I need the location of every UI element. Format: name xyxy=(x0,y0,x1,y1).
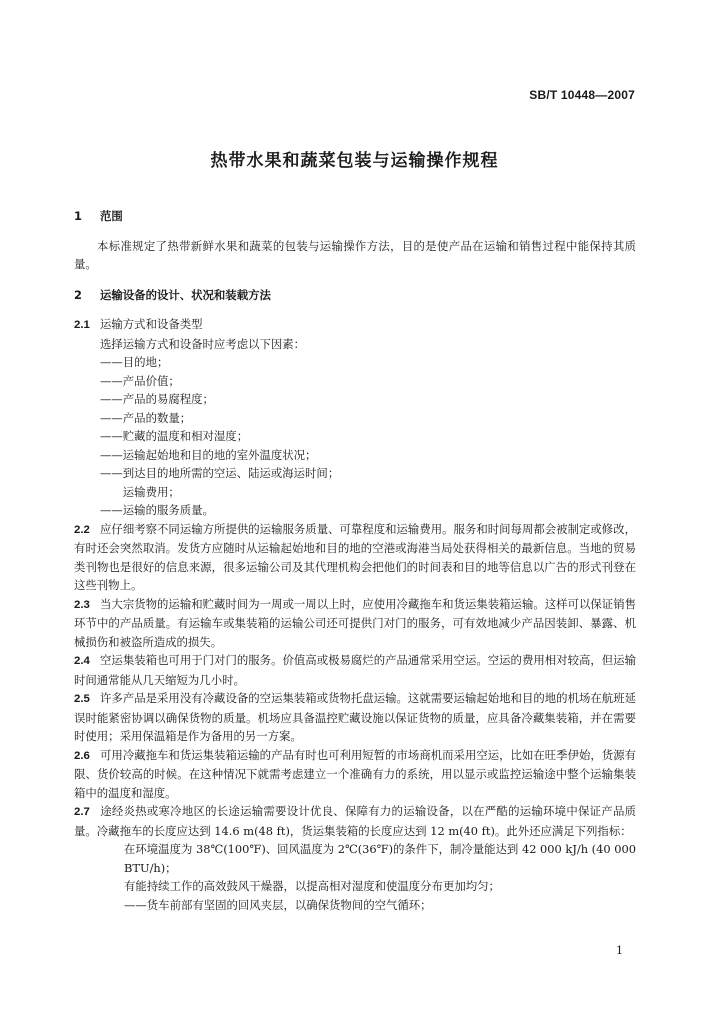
clause-2-4-text: 空运集装箱也可用于门对门的服务。价值高或极易腐烂的产品通常采用空运。空运的费用相对较高，但运输时间通常能从几天缩短为几小时。 xyxy=(74,653,636,687)
list-item: ——目的地； xyxy=(100,355,169,369)
standard-code: SB/T 10448—2007 xyxy=(529,88,635,102)
clause-2-3-text: 当大宗货物的运输和贮藏时间为一周或一周以上时，应使用冷藏拖车和货运集装箱运输。这样可以保证销售环节中的产品质量。有运输车或集装箱的运输公司还可提供门对门的服务，可有效地减少产品因装卸、暴露、机械损伤和被盗所造成的损失。 xyxy=(74,596,636,649)
document-body xyxy=(74,207,636,914)
clause-2-5 xyxy=(74,689,636,746)
list-item: ——运输的服务质量。 xyxy=(100,503,214,517)
clause-2-7-list xyxy=(74,840,636,914)
clause-2-7-number: 2.7 xyxy=(74,806,90,818)
section-2-1-list xyxy=(74,335,636,520)
list-item: 有能持续工作的高效鼓风干燥器，以提高相对湿度和使温度分布更加均匀； xyxy=(124,879,500,893)
section-2-heading xyxy=(74,286,636,305)
list-item: 在环境温度为 38℃(100℉)、回风温度为 2℃(36℉)的条件下，制冷量能达到 42 000 kJ/h (40 000 BTU/h)； xyxy=(124,842,636,875)
section-1-heading xyxy=(74,207,636,226)
section-2-1-number: 2.1 xyxy=(74,319,90,331)
section-1-title: 范围 xyxy=(100,209,123,223)
list-item: ——贮藏的温度和相对湿度； xyxy=(100,429,249,443)
section-2-number: 2 xyxy=(74,287,82,302)
clause-2-3-number: 2.3 xyxy=(74,598,90,611)
list-item: ——产品的数量； xyxy=(100,410,192,425)
document-title: 热带水果和蔬菜包装与运输操作规程 xyxy=(210,151,499,171)
page-number: 1 xyxy=(616,944,623,957)
list-item: ——产品价值； xyxy=(100,373,180,388)
clause-2-5-number: 2.5 xyxy=(74,693,90,705)
list-item: ——货车前部有坚固的回风夹层，以确保货物间的空气循环； xyxy=(124,897,432,912)
section-1-paragraph: 本标准规定了热带新鲜水果和蔬菜的包装与运输操作方法，目的是使产品在运输和销售过程中能保持其质量。 xyxy=(74,238,636,271)
section-2-1-title: 运输方式和设备类型 xyxy=(100,317,203,331)
clause-2-2 xyxy=(74,520,636,595)
clause-2-3 xyxy=(74,595,636,652)
list-item: ——产品的易腐程度； xyxy=(100,392,214,406)
clause-2-6 xyxy=(74,746,636,803)
clause-2-5-text: 许多产品是采用没有冷藏设备的空运集装箱或货物托盘运输。这就需要运输起始地和目的地的机场在航班延误时能紧密协调以确保货物的质量。机场应具备温控贮藏设施以保证货物的质量，应具备冷藏集装箱，并在需要时使用；采用保温箱是作为备用的另一方案。 xyxy=(74,691,636,743)
clause-2-6-text: 可用冷藏拖车和货运集装箱运输的产品有时也可利用短暂的市场商机而采用空运，比如在旺季伊始，货源有限、货价较高的时候。在这种情况下就需考虑建立一个准确有力的系统，用以显示或监控运输途中整个运输集装箱中的温度和湿度。 xyxy=(74,747,636,800)
clause-2-4-number: 2.4 xyxy=(74,655,90,667)
clause-2-2-number: 2.2 xyxy=(74,523,90,536)
section-2-1-heading xyxy=(74,315,636,335)
clause-2-6-number: 2.6 xyxy=(74,749,90,762)
clause-2-7-text: 途经炎热或寒冷地区的长途运输需要设计优良、保障有力的运输设备，以在严酷的运输环境中保证产品质量。冷藏拖车的长度应达到 14.6 m(48 ft)，货运集装箱的长度应达到 12 m(40 ft)。此外还应满足下列指标： xyxy=(74,804,636,838)
list-item: 运输费用； xyxy=(100,484,180,499)
clause-2-2-text: 应仔细考察不同运输方所提供的运输服务质量、可靠程度和运输费用。服务和时间每周都会被制定或修改，有时还会突然取消。发货方应随时从运输起始地和目的地的空港或海港当局处获得相关的最新信息。当地的贸易类刊物也是很好的信息来源，很多运输公司及其代理机构会把他们的时间表和目的地等信息以广告的形式刊登在这些刊物上。 xyxy=(74,521,636,592)
section-2-1-intro: 选择运输方式和设备时应考虑以下因素： xyxy=(100,336,306,351)
clause-2-7 xyxy=(74,802,636,840)
section-2-title: 运输设备的设计、状况和装载方法 xyxy=(100,287,271,302)
list-item: ——到达目的地所需的空运、陆运或海运时间； xyxy=(100,466,340,480)
list-item: ——运输起始地和目的地的室外温度状况； xyxy=(100,447,317,462)
section-1-number: 1 xyxy=(74,209,82,223)
clause-2-4 xyxy=(74,651,636,689)
